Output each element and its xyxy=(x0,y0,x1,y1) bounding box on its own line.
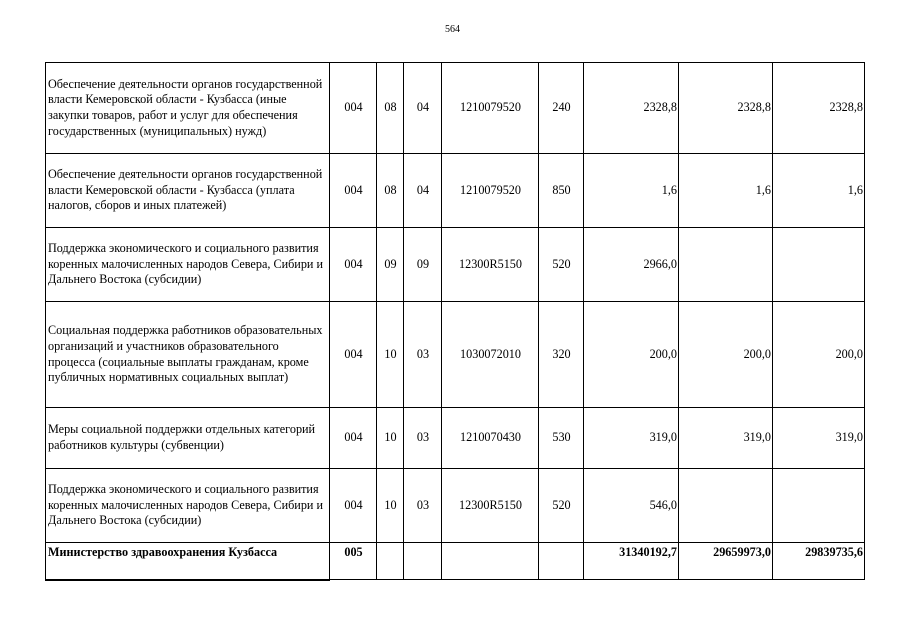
ministry-code: 004 xyxy=(330,408,377,469)
target-article-code: 12300R5150 xyxy=(442,228,539,302)
expense-type-code: 240 xyxy=(539,63,584,154)
section-code: 10 xyxy=(377,469,404,543)
expense-type-code: 320 xyxy=(539,302,584,408)
table-row xyxy=(46,469,865,543)
table-row-total xyxy=(46,543,865,580)
target-article-code: 1210070430 xyxy=(442,408,539,469)
amount-year-2 xyxy=(679,228,773,302)
amount-year-3: 2328,8 xyxy=(773,63,865,154)
target-article-code: 1210079520 xyxy=(442,154,539,228)
row-description: Социальная поддержка работников образовательных организаций и участников образовательного процесса (социальные выплаты гражданам, кроме публичных нормативных социальных выплат) xyxy=(46,302,330,408)
ministry-code: 004 xyxy=(330,469,377,543)
subsection-code xyxy=(404,543,442,580)
amount-year-1: 1,6 xyxy=(584,154,679,228)
amount-year-3: 29839735,6 xyxy=(773,543,865,580)
subsection-code: 04 xyxy=(404,154,442,228)
amount-year-1: 2328,8 xyxy=(584,63,679,154)
table-row xyxy=(46,302,865,408)
amount-year-1: 546,0 xyxy=(584,469,679,543)
row-description: Поддержка экономического и социального развития коренных малочисленных народов Севера, Сибири и Дальнего Востока (субсидии) xyxy=(46,228,330,302)
row-description: Меры социальной поддержки отдельных категорий работников культуры (субвенции) xyxy=(46,408,330,469)
section-code: 09 xyxy=(377,228,404,302)
subsection-code: 03 xyxy=(404,408,442,469)
table-row xyxy=(46,408,865,469)
amount-year-1: 200,0 xyxy=(584,302,679,408)
target-article-code xyxy=(442,543,539,580)
row-description: Обеспечение деятельности органов государственной власти Кемеровской области - Кузбасса (уплата налогов, сборов и иных платежей) xyxy=(46,154,330,228)
ministry-code: 004 xyxy=(330,228,377,302)
expense-type-code xyxy=(539,543,584,580)
amount-year-2: 319,0 xyxy=(679,408,773,469)
amount-year-2: 1,6 xyxy=(679,154,773,228)
amount-year-3: 1,6 xyxy=(773,154,865,228)
ministry-code: 005 xyxy=(330,543,377,580)
amount-year-2: 29659973,0 xyxy=(679,543,773,580)
table-row xyxy=(46,63,865,154)
table-row xyxy=(46,154,865,228)
target-article-code: 1030072010 xyxy=(442,302,539,408)
page-number: 564 xyxy=(445,24,460,35)
expense-type-code: 520 xyxy=(539,228,584,302)
amount-year-2 xyxy=(679,469,773,543)
expense-type-code: 520 xyxy=(539,469,584,543)
section-code: 08 xyxy=(377,63,404,154)
subsection-code: 09 xyxy=(404,228,442,302)
budget-table xyxy=(45,62,865,581)
subsection-code: 03 xyxy=(404,302,442,408)
row-description: Обеспечение деятельности органов государственной власти Кемеровской области - Кузбасса (иные закупки товаров, работ и услуг для обеспечения государственных (муниципальных) нужд) xyxy=(46,63,330,154)
section-code: 08 xyxy=(377,154,404,228)
expense-type-code: 850 xyxy=(539,154,584,228)
amount-year-3: 319,0 xyxy=(773,408,865,469)
ministry-code: 004 xyxy=(330,154,377,228)
row-description: Поддержка экономического и социального развития коренных малочисленных народов Севера, Сибири и Дальнего Востока (субсидии) xyxy=(46,469,330,543)
subsection-code: 04 xyxy=(404,63,442,154)
section-code: 10 xyxy=(377,302,404,408)
ministry-code: 004 xyxy=(330,302,377,408)
table-row xyxy=(46,228,865,302)
target-article-code: 1210079520 xyxy=(442,63,539,154)
target-article-code: 12300R5150 xyxy=(442,469,539,543)
amount-year-3 xyxy=(773,469,865,543)
amount-year-2: 200,0 xyxy=(679,302,773,408)
amount-year-1: 2966,0 xyxy=(584,228,679,302)
ministry-code: 004 xyxy=(330,63,377,154)
section-code xyxy=(377,543,404,580)
section-code: 10 xyxy=(377,408,404,469)
amount-year-1: 31340192,7 xyxy=(584,543,679,580)
expense-type-code: 530 xyxy=(539,408,584,469)
amount-year-2: 2328,8 xyxy=(679,63,773,154)
amount-year-3: 200,0 xyxy=(773,302,865,408)
row-description: Министерство здравоохранения Кузбасса xyxy=(46,543,330,580)
subsection-code: 03 xyxy=(404,469,442,543)
amount-year-1: 319,0 xyxy=(584,408,679,469)
amount-year-3 xyxy=(773,228,865,302)
